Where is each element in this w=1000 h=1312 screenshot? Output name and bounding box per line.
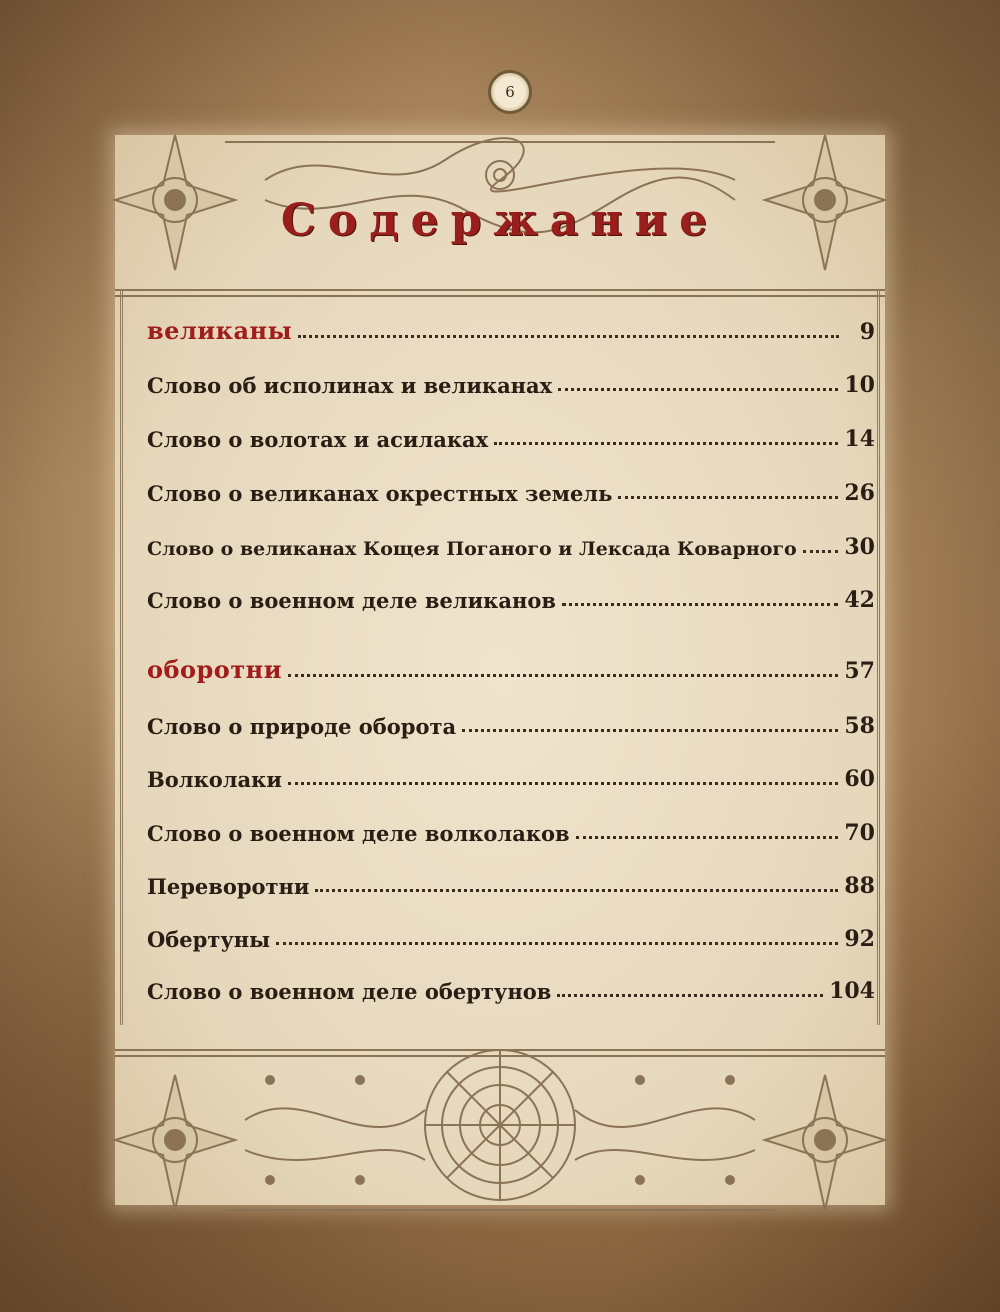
toc-entry-page: 9 — [859, 319, 875, 345]
toc-entry-label: Слово о великанах Кощея Поганого и Лексада Коварного — [147, 538, 797, 560]
leader-dots — [462, 728, 838, 732]
toc-entry[interactable] — [147, 859, 875, 899]
toc-entry[interactable] — [147, 358, 875, 398]
page-title: Содержание — [280, 195, 720, 246]
toc-entry-label: Слово о волотах и асилаках — [147, 427, 489, 452]
leader-dots — [576, 835, 839, 839]
bottom-ornament — [95, 1030, 905, 1230]
leader-dots — [494, 441, 838, 445]
leader-dots — [298, 334, 839, 338]
toc-entry-label: Слово о военном деле обертунов — [147, 979, 552, 1004]
corner-star-bottom-left — [115, 1075, 235, 1210]
knot-medallion — [425, 1050, 575, 1200]
leader-dots — [558, 387, 838, 391]
leader-dots — [562, 602, 838, 606]
leader-dots — [315, 888, 838, 892]
toc-entry[interactable] — [147, 964, 875, 1004]
page-number-badge — [488, 70, 532, 114]
corner-star-bottom-right — [765, 1075, 885, 1210]
toc-entry-page: 104 — [829, 978, 875, 1004]
toc-entry[interactable] — [147, 912, 875, 952]
leader-dots — [557, 993, 823, 997]
toc-entry-page: 10 — [844, 372, 875, 398]
toc-entry-page: 30 — [844, 534, 875, 560]
leader-dots — [803, 549, 839, 553]
toc-entry-label: Слово о природе оборота — [147, 714, 457, 739]
toc-entry-label: Слово о военном деле волколаков — [147, 821, 570, 846]
leader-dots — [276, 941, 838, 945]
toc-entry-label: Волколаки — [147, 767, 282, 792]
toc-entry-page: 42 — [844, 587, 875, 613]
toc-entry-page: 60 — [844, 766, 875, 792]
leader-dots — [618, 495, 838, 499]
toc-entry[interactable] — [147, 412, 875, 452]
toc-entry-label: Переворотни — [147, 874, 310, 899]
toc-entry[interactable] — [147, 806, 875, 846]
toc-entry-page: 70 — [844, 820, 875, 846]
toc-entry-label: Слово о великанах окрестных земель — [147, 481, 613, 506]
toc-entry-page: 14 — [844, 426, 875, 452]
toc-entry[interactable] — [147, 699, 875, 739]
toc-entry-page: 92 — [844, 926, 875, 952]
leader-dots — [288, 673, 838, 677]
toc-entry[interactable] — [147, 466, 875, 506]
toc-entry-page: 58 — [844, 713, 875, 739]
leader-dots — [288, 781, 838, 785]
toc-entry-label: великаны — [147, 316, 293, 345]
toc-entry[interactable] — [147, 520, 875, 560]
toc-entry-page: 88 — [844, 873, 875, 899]
toc-entry[interactable] — [147, 644, 875, 684]
toc-entry[interactable] — [147, 305, 875, 345]
toc-entry-label: Слово об исполинах и великанах — [147, 373, 553, 398]
toc-entry-page: 57 — [844, 658, 875, 684]
toc-entry[interactable] — [147, 573, 875, 613]
toc-entry-page: 26 — [844, 480, 875, 506]
page-number: 6 — [505, 83, 515, 101]
toc-entry-label: Слово о военном деле великанов — [147, 588, 556, 613]
toc-entry-label: Обертуны — [147, 927, 271, 952]
toc-entry-label: оборотни — [147, 655, 283, 684]
toc-entry[interactable] — [147, 752, 875, 792]
